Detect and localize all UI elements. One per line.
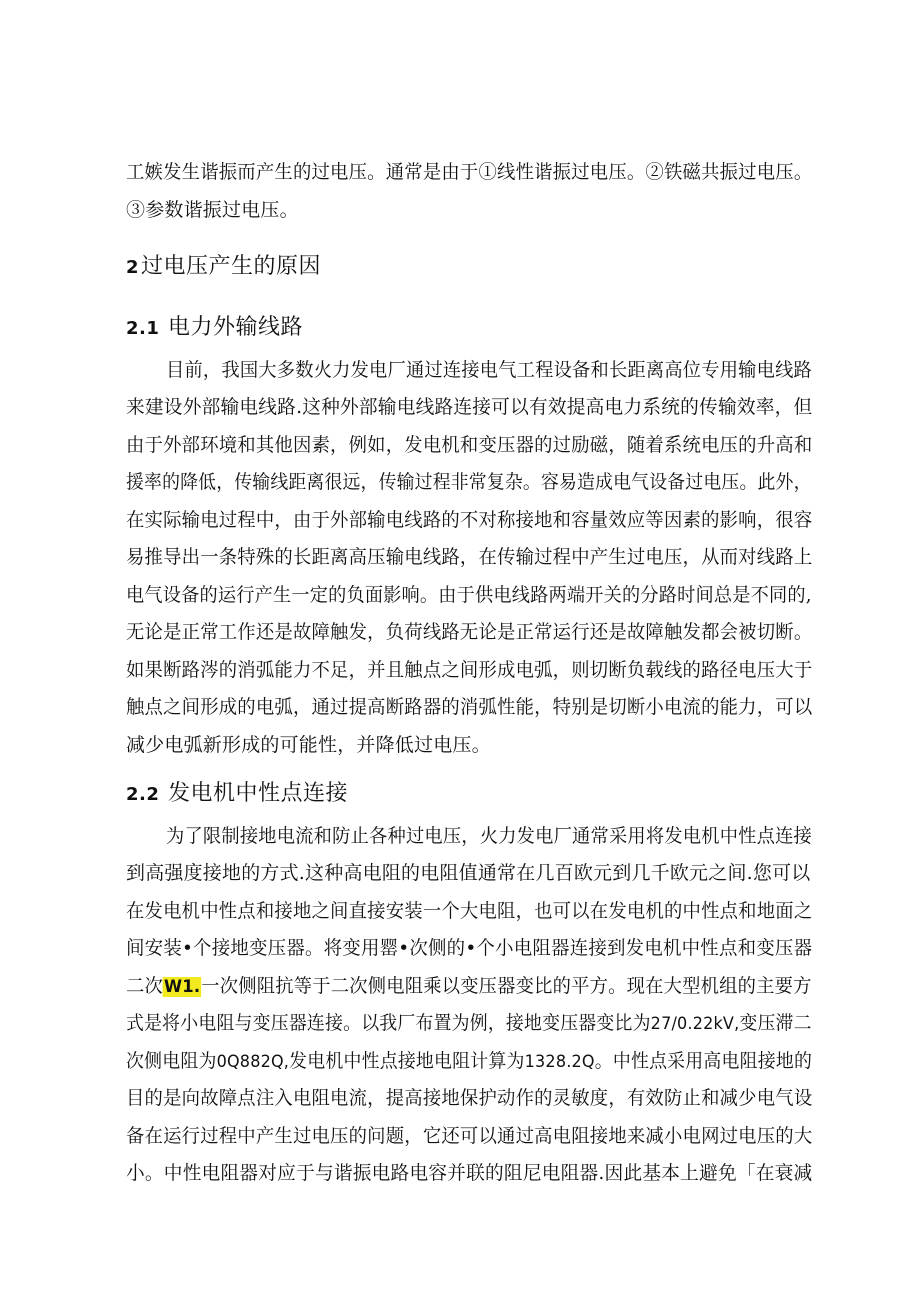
transformer-ratio-value: 27/0.22kV, (650, 1014, 740, 1034)
intro-line-1: 工嫉发生谐振而产生的过电压。通常是由于①线性谐振过电压。②铁磁共振过电压。 (126, 161, 813, 183)
section-title: 发电机中性点连接 (168, 781, 349, 806)
section-title: 过电压产生的原因 (141, 254, 322, 279)
text-segment: 。中性点采用高电阻接地的 (594, 1050, 813, 1072)
section-title: 电力外输线路 (168, 315, 304, 340)
paragraph-line (126, 973, 812, 999)
section-2-heading (126, 252, 321, 283)
paragraph-line: 备在运行过程中产生过电压的问题，它还可以通过高电阻接地来减小电网过电压的大 (126, 1125, 813, 1147)
paragraph-line: 如果断路涔的消弧能力不足，并且触点之间形成电弧，则切断负载线的路径电压大于 (126, 659, 813, 681)
text-segment: 变压滞二 (739, 1012, 812, 1034)
text-segment: 次侧电阻为 (126, 1050, 217, 1072)
intro-line-2: ③参数谐振过电压。 (126, 199, 299, 221)
grounding-resistance-value: 1328.2Q (524, 1052, 595, 1072)
paragraph-line: 小。中性电阻器对应于与谐振电路电容并联的阻尼电阻器.因此基本上避免「在衰减 (126, 1162, 813, 1184)
paragraph-line (126, 1010, 812, 1036)
paragraph-line: 无论是正常工作还是故障触发，负荷线路无论是正常运行还是故障触发都会被切断。 (126, 621, 813, 643)
paragraph-line: 为了限制接地电流和防止各种过电压，火力发电厂通常采用将发电机中性点连接 (166, 825, 813, 847)
highlighted-text: W1. (163, 977, 201, 997)
section-2-2-heading (126, 779, 348, 810)
section-2-1-heading (126, 313, 303, 344)
text-segment: 式是将小电阻与变压器连接。以我厂布置为例，接地变压器变比为 (126, 1012, 651, 1034)
paragraph-line: 触点之间形成的电弧，通过提高断路器的消弧性能，特别是切断小电流的能力，可以 (126, 696, 813, 718)
paragraph-line: 由于外部环境和其他因素，例如，发电机和变压器的过励磁，随着系统电压的升高和 (126, 434, 813, 456)
paragraph-line: 援率的降低，传输线距离很远，传输过程非常复杂。容易造成电气设备过电压。此外， (126, 471, 812, 493)
paragraph-line: 减少电弧新形成的可能性，并降低过电压。 (126, 734, 491, 756)
paragraph-line: 目的是向故障点注入电阻电流，提高接地保护动作的灵敏度，有效防止和减少电气设 (126, 1087, 813, 1109)
section-number: 2 (126, 257, 140, 278)
secondary-resistance-value: 0Q882Q, (216, 1052, 290, 1072)
paragraph-line: 易推导出一条特殊的长距离高压输电线路，在传输过程中产生过电压，从而对线路上 (126, 546, 813, 568)
section-number: 2.2 (126, 784, 160, 805)
paragraph-line: 在发电机中性点和接地之间直接安装一个大电阻，也可以在发电机的中性点和地面之 (126, 900, 813, 922)
paragraph-line (126, 1048, 812, 1074)
paragraph-line: 在实际输电过程中，由于外部输电线路的不对称接地和容量效应等因素的影响，很容 (126, 509, 813, 531)
text-segment: 二次 (126, 975, 164, 997)
text-segment: 发电机中性点接地电阻计算为 (289, 1050, 525, 1072)
paragraph-line: 来建设外部输电线路.这种外部输电线路连接可以有效提高电力系统的传输效率，但 (126, 396, 813, 418)
text-segment: 一次侧阻抗等于二次侧电阻乘以变压器变比的平方。现在大型机组的主要方 (201, 975, 812, 997)
paragraph-line: 间安装•个接地变压器。将变用罂•次侧的•个小电阻器连接到发电机中性点和变压器 (126, 937, 813, 959)
section-number: 2.1 (126, 318, 160, 339)
paragraph-line: 电气设备的运行产生一定的负面影响。由于供电线路两端开关的分路时间总是不同的, (126, 584, 812, 606)
paragraph-line: 到高强度接地的方式.这种高电阻的电阻值通常在几百欧元到几千欧元之间.您可以 (126, 862, 811, 884)
paragraph-line: 目前，我国大多数火力发电厂通过连接电气工程设备和长距离高位专用输电线路 (166, 359, 813, 381)
